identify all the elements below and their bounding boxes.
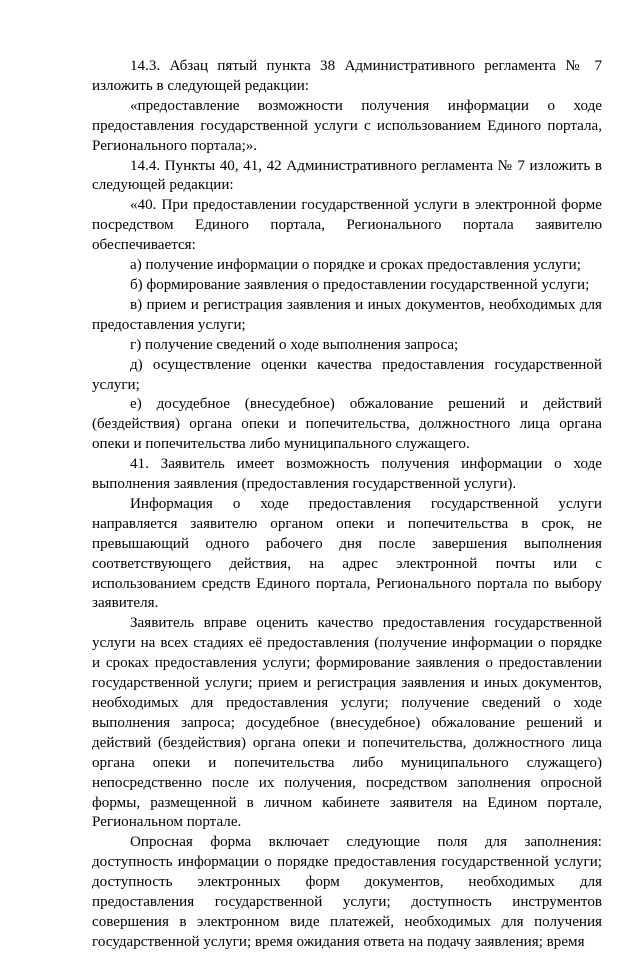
- list-item-d: д) осуществление оценки качества предоставления государственной услуги;: [92, 356, 602, 393]
- list-item-e: е) досудебное (внесудебное) обжалование решений и действий (бездействия) органа опеки и попечительства, должностного лица органа опеки и попечительства либо муниципального служащего.: [92, 396, 602, 453]
- document-page: [92, 57, 602, 953]
- paragraph-information: Информация о ходе предоставления государственной услуги направляется заявителю органом опеки и попечительства в срок, не превышающий одного рабочего дня после завершения выполнения соответствующего действия, на адрес электронной почты или с использованием средств Единого портала, Регионального портала по выбору заявителя.: [92, 495, 602, 612]
- list-item-g: г) получение сведений о ходе выполнения запроса;: [130, 336, 459, 353]
- paragraph-quote-38: «предоставление возможности получения информации о ходе предоставления государственной услуги с использованием Единого портала, Регионального портала;».: [92, 97, 602, 154]
- paragraph-14-4: 14.4. Пункты 40, 41, 42 Административного регламента № 7 изложить в следующей редакции:: [92, 157, 602, 194]
- paragraph-14-3: 14.3. Абзац пятый пункта 38 Административного регламента № 7 изложить в следующей редакции:: [92, 58, 602, 94]
- list-item-a: а) получение информации о порядке и сроках предоставления услуги;: [130, 257, 581, 274]
- list-item-v: в) прием и регистрация заявления и иных документов, необходимых для предоставления услуги;: [92, 296, 602, 333]
- paragraph-survey-form: Опросная форма включает следующие поля для заполнения: доступность информации о порядке предоставления государственной услуги; доступность электронных форм документов, необходимых для предоставления государственной услуги; доступность инструментов совершения в электронном виде платежей, необходимых для получения государственной услуги; время ожидания ответа на подачу заявления; время: [92, 834, 602, 950]
- paragraph-41: 41. Заявитель имеет возможность получения информации о ходе выполнения заявления (предоставления государственной услуги).: [92, 456, 602, 493]
- paragraph-quality-assessment: Заявитель вправе оценить качество предоставления государственной услуги на всех стадиях её предоставления (получение информации о порядке и сроках предоставления услуги; формирование заявления о предоставлении государственной услуги; прием и регистрация заявления и иных документов, необходимых для предоставления услуги; получение сведений о ходе выполнения запроса; досудебное (внесудебное) обжалование решений и действий (бездействия) органа опеки и попечительства, должностного лица органа опеки и попечительства либо муниципального служащего) непосредственно после их получения, посредством заполнения опросной формы, размещенной в личном кабинете заявителя на Едином портале, Региональном портале.: [92, 615, 602, 831]
- paragraph-40: «40. При предоставлении государственной услуги в электронной форме посредством Единого портала, Регионального портала заявителю обеспечивается:: [92, 197, 602, 254]
- list-item-b: б) формирование заявления о предоставлении государственной услуги;: [130, 276, 590, 293]
